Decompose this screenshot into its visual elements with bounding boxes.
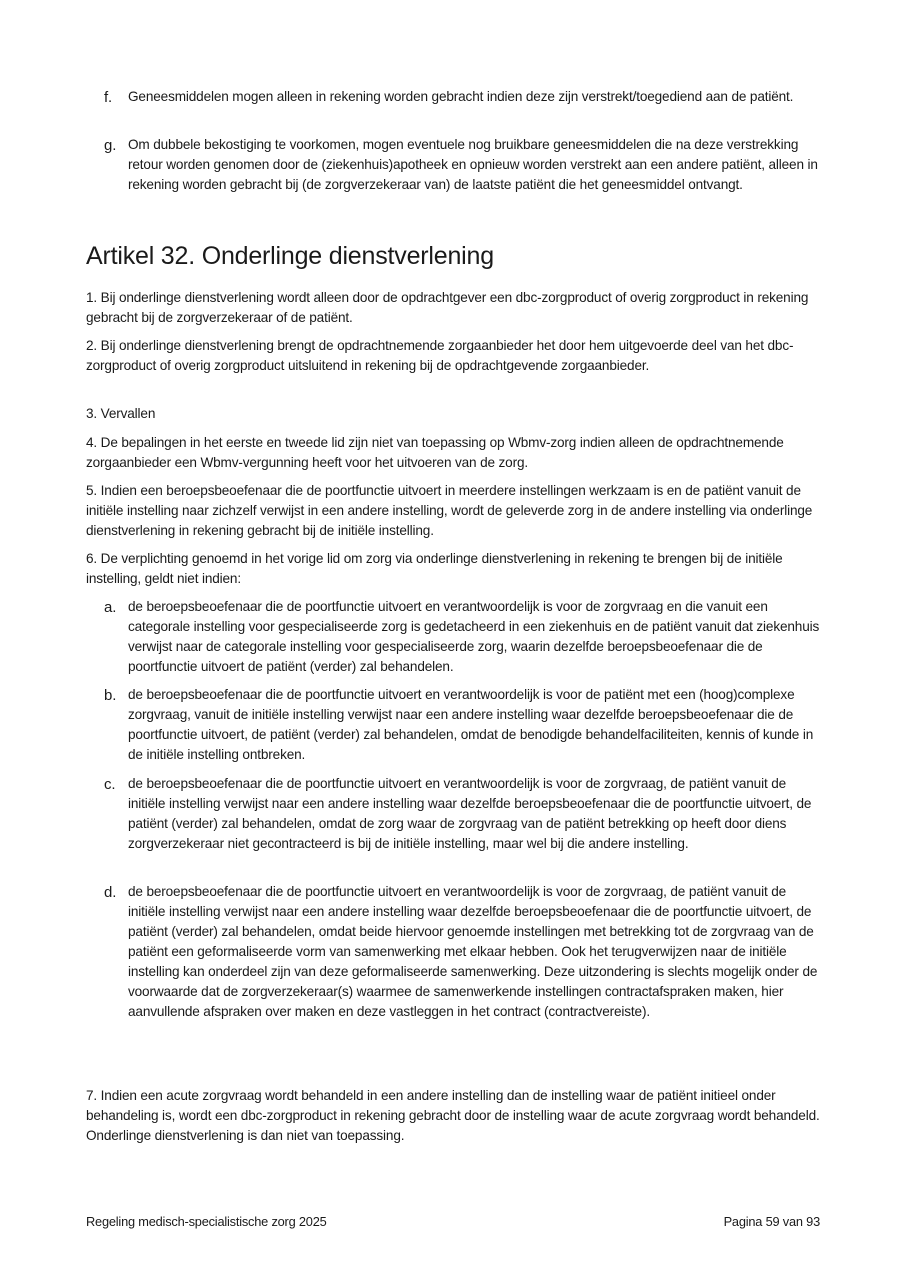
- list-marker: a.: [104, 599, 117, 616]
- list-marker: f.: [104, 89, 113, 106]
- paragraph-7: 7. Indien een acute zorgvraag wordt behandeld in een andere instelling dan de instelling waar de patiënt initieel onder behandeling is, wordt een dbc-zorgproduct in rekening gebracht door de instelling waar de acute zorgvraag wordt behandeld. Onderlinge dienstverlening is dan niet van toepassing.: [86, 1088, 820, 1143]
- paragraph-4: 4. De bepalingen in het eerste en tweede lid zijn niet van toepassing op Wbmv-zorg indien alleen de opdrachtnemende zorgaanbieder een Wbmv-vergunning heeft voor het uitvoeren van de zorg.: [86, 435, 784, 470]
- list-item-text: Geneesmiddelen mogen alleen in rekening worden gebracht indien deze zijn verstrekt/toegediend aan de patiënt.: [128, 89, 794, 104]
- list-item-text: Om dubbele bekostiging te voorkomen, mogen eventuele nog bruikbare geneesmiddelen die na deze verstrekking retour worden genomen door de (ziekenhuis)apotheek en opnieuw worden verstrekt aan een andere patiënt, alleen in rekening worden gebracht bij (de zorgverzekeraar van) de laatste patiënt die het geneesmiddel ontvangt.: [128, 137, 818, 192]
- list-item-text: de beroepsbeoefenaar die de poortfunctie uitvoert en verantwoordelijk is voor de zorgvraag en die vanuit een categorale instelling voor gespecialiseerde zorg is gedetacheerd in een ziekenhuis en de patiënt vanuit dat ziekenhuis verwijst naar de categorale instelling voor gespecialiseerde zorg, waarin dezelfde beroepsbeoefenaar die de poortfunctie uitvoert de patiënt (verder) zal behandelen.: [128, 599, 820, 674]
- list-item-text: de beroepsbeoefenaar die de poortfunctie uitvoert en verantwoordelijk is voor de zorgvraag, de patiënt vanuit de initiële instelling verwijst naar een andere instelling waar dezelfde beroepsbeoefenaar die de poortfunctie uitvoert, de patiënt (verder) zal behandelen, omdat beide hiervoor genoemde instellingen met betrekking tot de zorgvraag van de patiënt een geformaliseerde vorm van samenwerking met elkaar hebben. Ook het terugverwijzen naar de initiële instelling kan onderdeel zijn van deze geformaliseerde samenwerking. Deze uitzondering is slechts mogelijk onder de voorwaarde dat de zorgverzekeraar(s) waarmee de samenwerkende instellingen contractafspraken maken, hier aanvullende afspraken over maken en deze vastleggen in het contract (contractvereiste).: [128, 884, 818, 1019]
- list-item-text: de beroepsbeoefenaar die de poortfunctie uitvoert en verantwoordelijk is voor de patiënt met een (hoog)complexe zorgvraag, vanuit de initiële instelling verwijst naar een andere instelling waar dezelfde beroepsbeoefenaar die de poortfunctie uitvoert, de patiënt (verder) zal behandelen, omdat de benodigde behandelfaciliteiten, kennis of kunde in de initiële instelling ontbreken.: [128, 687, 814, 762]
- list-item-text: de beroepsbeoefenaar die de poortfunctie uitvoert en verantwoordelijk is voor de zorgvraag, de patiënt vanuit de initiële instelling verwijst naar een andere instelling waar dezelfde beroepsbeoefenaar die de poortfunctie uitvoert, de patiënt (verder) zal behandelen, omdat de zorg waar de zorgvraag van de patiënt betrekking op heeft door diens zorgverzekeraar niet gecontracteerd is bij de initiële instelling, maar wel bij die andere instelling.: [128, 776, 812, 851]
- paragraph-2: 2. Bij onderlinge dienstverlening brengt de opdrachtnemende zorgaanbieder het door hem uitgevoerde deel van het dbc-zorgproduct of overig zorgproduct uitsluitend in rekening bij de opdrachtgevende zorgaanbieder.: [86, 338, 794, 373]
- list-marker: c.: [104, 776, 116, 793]
- list-marker: d.: [104, 884, 117, 901]
- list-marker: g.: [104, 137, 117, 154]
- paragraph-3: 3. Vervallen: [86, 406, 156, 421]
- list-marker: b.: [104, 687, 117, 704]
- paragraph-5: 5. Indien een beroepsbeoefenaar die de poortfunctie uitvoert in meerdere instellingen werkzaam is en de patiënt vanuit de initiële instelling naar zichzelf verwijst in een andere instelling, wordt de geleverde zorg in de andere instelling via onderlinge dienstverlening in rekening gebracht bij de initiële instelling.: [86, 483, 813, 538]
- article-heading: Artikel 32. Onderlinge dienstverlening: [86, 242, 494, 270]
- footer-document-title: Regeling medisch-specialistische zorg 2025: [86, 1214, 327, 1229]
- paragraph-1: 1. Bij onderlinge dienstverlening wordt alleen door de opdrachtgever een dbc-zorgproduct of overig zorgproduct in rekening gebracht bij de zorgverzekeraar of de patiënt.: [86, 290, 809, 325]
- paragraph-6: 6. De verplichting genoemd in het vorige lid om zorg via onderlinge dienstverlening in rekening te brengen bij de initiële instelling, geldt niet indien:: [86, 551, 783, 586]
- footer-page-number: Pagina 59 van 93: [723, 1214, 820, 1229]
